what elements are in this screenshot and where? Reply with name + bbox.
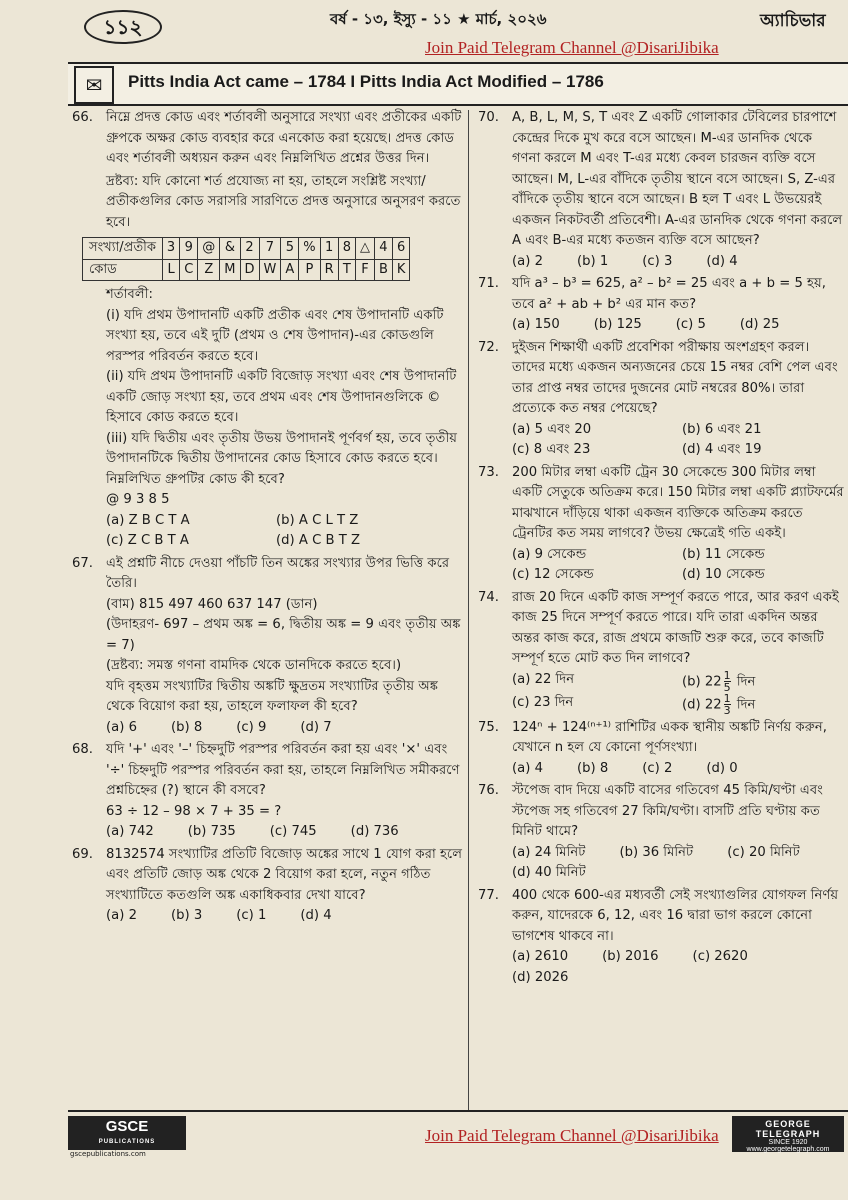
- question-number: 74.: [478, 589, 499, 605]
- symbol-cell: 5: [281, 238, 299, 260]
- option-a: (a) 24 মিনিট: [512, 844, 586, 860]
- condition-2: (ii) যদি প্রথম উপাদানটি একটি বিজোড় সংখ্যা এবং শেষ উপাদানটি একটি জোড় সংখ্যা হয়, তবে প্রথম এবং শেষ উপাদানগুলিকে © হিসাবে কোড করতে হবে।: [106, 369, 457, 425]
- symbol-cell: 1: [320, 238, 338, 260]
- code-table: [82, 237, 410, 281]
- symbols-row-header: সংখ্যা/প্রতীক: [83, 238, 163, 260]
- code-cell: T: [338, 259, 355, 281]
- option-d: (d) 40 মিনিট: [512, 865, 586, 880]
- question-67: [72, 554, 464, 739]
- options: [512, 670, 844, 716]
- column-divider: [468, 110, 469, 1110]
- option-d: (d) 25: [739, 317, 780, 332]
- option-c: (c) 2620: [692, 949, 748, 964]
- question-number: 70.: [478, 110, 499, 125]
- question-73: [478, 463, 844, 586]
- option-b: (b) 3: [170, 908, 203, 923]
- watermark-bottom: Join Paid Telegram Channel @DisariJibika: [425, 1126, 719, 1145]
- options: [512, 420, 844, 461]
- question-number: 66.: [72, 110, 93, 125]
- question-text: দুইজন শিক্ষার্থী একটি প্রবেশিকা পরীক্ষায় অংশগ্রহণ করল। তাদের মধ্যে একজন অন্যজনের চেয়ে 15 নম্বর বেশি পেল এবং তার প্রাপ্ত নম্বর তাদের দুজনের মোট নম্বরের 80%। তারা প্রত্যেকে কত নম্বর পেয়েছে?: [512, 339, 838, 416]
- question-text: যদি a³ – b³ = 625, a² – b² = 25 এবং a + b = 5 হয়, তবে a² + ab + b² এর মান কত?: [512, 276, 826, 312]
- condition-3: (iii) যদি দ্বিতীয় এবং তৃতীয় উভয় উপাদানই পূর্ণবর্গ হয়, তবে তৃতীয় উপাদানটিকে দ্বিতীয় উপাদানের কোড হিসাবে কোড করতে হবে।: [106, 430, 457, 466]
- option-b: [682, 670, 848, 693]
- george-telegraph-logo: [732, 1116, 844, 1152]
- option-a: (a) 4: [512, 760, 543, 776]
- question-note: দ্রষ্টব্য: যদি কোনো শর্ত প্রযোজ্য না হয়, তাহলে সংশ্লিষ্ট সংখ্যা/ প্রতীকগুলির কোড সরাসরি সারণিতে প্রদত্ত অনুসারে অনুসরণ করতে হবে।: [106, 173, 461, 230]
- option-d: (d) 4 এবং 19: [682, 442, 762, 457]
- gsce-logo-text: GSCE: [105, 1118, 149, 1135]
- symbols-row: [83, 238, 410, 260]
- option-a: (a) 9 সেকেন্ড: [512, 546, 587, 562]
- question-number: 69.: [72, 846, 93, 862]
- option-d-unit: দিন: [736, 697, 756, 712]
- symbol-cell: 8: [338, 238, 355, 260]
- symbol-cell: 2: [240, 238, 259, 260]
- option-a: (a) 5 এবং 20: [512, 421, 592, 437]
- question-72: [478, 338, 844, 461]
- question-number: 75.: [478, 719, 499, 735]
- question-text: A, B, L, M, S, T এবং Z একটি গোলাকার টেবিলের চারপাশে কেন্দ্রের দিকে মুখ করে বসে আছেন। M-এর ডানদিক থেকে গণনা করলে M এবং T-এর মধ্যে কেবল চারজন ব্যক্তি বসে আছেন। M, L-এর বাঁদিকে তৃতীয় স্থানে বসে আছেন। S, Z-এর বাঁদিকে তৃতীয় স্থানে বসে আছেন। B হল T এবং L উভয়েরই একজন নিকটবর্তী প্রতিবেশী। A-এর ডানদিক থেকে গণনা করলে A এবং B-এর মধ্যে কতজন ব্যক্তি বসে আছেন?: [512, 110, 843, 248]
- gsce-logo: [68, 1116, 186, 1150]
- symbol-cell: △: [355, 238, 374, 260]
- question-number: 76.: [478, 783, 499, 798]
- question-75: [478, 718, 844, 780]
- options: [512, 545, 844, 586]
- question-66: [72, 108, 464, 552]
- question-74: [478, 588, 844, 716]
- question-number: 68.: [72, 742, 93, 757]
- question-text: এই প্রশ্নটি নীচে দেওয়া পাঁচটি তিন অঙ্কের সংখ্যার উপর ভিত্তি করে তৈরি।: [106, 555, 450, 591]
- left-column: [72, 108, 464, 929]
- question-number: 77.: [478, 887, 499, 903]
- codes-row: [83, 259, 410, 281]
- code-cell: M: [220, 259, 240, 281]
- magazine-name: অ্যাচিভার: [760, 11, 826, 31]
- option-a: (a) Z B C T A: [106, 512, 190, 528]
- question-number: 71.: [478, 276, 499, 291]
- question-71: [478, 274, 844, 336]
- option-b: (b) A C L T Z: [276, 512, 359, 528]
- question-number: 72.: [478, 339, 499, 355]
- question-text: 8132574 সংখ্যাটির প্রতিটি বিজোড় অঙ্কের সাথে 1 যোগ করা হলে এবং প্রতিটি জোড় অঙ্ক থেকে 2 বিয়োগ করা হলে, নতুন গঠিত সংখ্যাটিতে কতগুলি অঙ্ক একাধিকবার দেখা যাবে?: [106, 846, 463, 903]
- options: [106, 511, 464, 552]
- banner-text: Pitts India Act came – 1784 I Pitts India Act Modified – 1786: [128, 72, 604, 91]
- option-d: [682, 693, 848, 716]
- page-number: ১১২: [84, 10, 162, 44]
- options: [512, 252, 844, 273]
- option-b: (b) 8: [576, 760, 609, 776]
- option-b: (b) 735: [187, 824, 236, 839]
- symbol-cell: 7: [259, 238, 281, 260]
- fraction-numerator: 1: [723, 668, 731, 682]
- options: [512, 947, 844, 988]
- number-list: (বাম) 815 497 460 637 147 (ডান): [106, 596, 318, 612]
- option-b-unit: দিন: [736, 674, 756, 689]
- question-text: রাজ 20 দিনে একটি কাজ সম্পূর্ণ করতে পারে, আর করণ একই কাজ 25 দিনে সম্পূর্ণ করতে পারে। যদি তারা একদিন অন্তর অন্তর কাজ করে, রাজ প্রথমে কাজটি শুরু করে, তবে কাজটি সম্পূর্ণ হতে মোট কত দিন লাগবে?: [512, 589, 839, 666]
- option-c: (c) 12 সেকেন্ড: [512, 567, 594, 582]
- option-c: (c) 23 দিন: [512, 694, 574, 710]
- option-c: (c) 20 মিনিট: [727, 844, 800, 860]
- option-c: (c) 745: [269, 824, 317, 839]
- codes-row-header: কোড: [83, 259, 163, 281]
- option-b: (b) 1: [576, 253, 609, 269]
- option-d: (d) 2026: [512, 969, 569, 985]
- question-prompt: যদি বৃহত্তম সংখ্যাটির দ্বিতীয় অঙ্কটি ক্ষুদ্রতম সংখ্যাটির তৃতীয় অঙ্ক থেকে বিয়োগ করা হয়, তাহলে ফলাফল কী হবে?: [106, 678, 439, 714]
- option-c: (c) 1: [236, 908, 267, 923]
- george-telegraph-url: www.georgetelegraph.com: [746, 1146, 830, 1153]
- newspaper-reader-icon: ✉: [74, 66, 114, 104]
- fraction-denominator: 3: [723, 703, 731, 717]
- option-c: (c) 5: [675, 317, 706, 332]
- option-b-whole: (b) 22: [682, 674, 722, 689]
- symbol-cell: 9: [180, 238, 198, 260]
- george-telegraph-name: GEORGE TELEGRAPH: [755, 1119, 821, 1139]
- option-b: (b) 6 এবং 21: [682, 421, 762, 437]
- code-cell: B: [374, 259, 392, 281]
- watermark-top: Join Paid Telegram Channel @DisariJibika: [425, 38, 719, 57]
- example-text: (উদাহরণ- 697 – প্রথম অঙ্ক = 6, দ্বিতীয় অঙ্ক = 9 এবং তৃতীয় অঙ্ক = 7): [106, 617, 461, 653]
- question-number: 73.: [478, 464, 499, 480]
- option-b: (b) 2016: [602, 949, 659, 964]
- question-text: যদি '+' এবং '–' চিহ্নদুটি পরস্পর পরিবর্তন করা হয় এবং '×' এবং '÷' চিহ্নদুটি পরস্পর পরিবর্তন করা হয়, তাহলে নিম্নলিখিত সমীকরণে প্রশ্নচিহ্নের (?) স্থানে কী বসবে?: [106, 742, 460, 798]
- options: [512, 843, 844, 884]
- options: [106, 718, 464, 739]
- question-77: [478, 886, 844, 989]
- option-a: (a) 22 দিন: [512, 671, 575, 687]
- option-d: (d) 0: [706, 760, 738, 776]
- symbol-cell: 4: [374, 238, 392, 260]
- option-a: (a) 150: [512, 317, 560, 332]
- code-cell: C: [180, 259, 198, 281]
- question-text: স্টপেজ বাদ দিয়ে একটি বাসের গতিবেগ 45 কিমি/ঘণ্টা এবং স্টপেজ সহ গতিবেগ 27 কিমি/ঘণ্টা। বাসটি প্রতি ঘণ্টায় কত মিনিট থামে?: [512, 783, 823, 839]
- option-c: (c) Z C B T A: [106, 533, 189, 548]
- code-cell: P: [299, 259, 320, 281]
- fraction-denominator: 5: [723, 680, 731, 694]
- option-c: (c) 8 এবং 23: [512, 442, 591, 457]
- options: [106, 906, 464, 927]
- option-c: (c) 3: [642, 253, 673, 269]
- question-text: নিম্নে প্রদত্ত কোড এবং শর্তাবলী অনুসারে সংখ্যা এবং প্রতীকের একটি গ্রুপকে অক্ষর কোড ব্যবহার করে এনকোড করা হয়েছে। প্রদত্ত কোড এবং শর্তাবলী অধ্যয়ন করুন এবং নিম্নলিখিত প্রশ্নের উত্তর দিন।: [106, 110, 462, 166]
- equation: 63 ÷ 12 – 98 × 7 + 35 = ?: [106, 803, 282, 819]
- symbol-cell: &: [220, 238, 240, 260]
- option-d-fraction: [724, 693, 731, 716]
- fact-banner: [68, 62, 848, 106]
- option-b-fraction: [724, 670, 731, 693]
- symbol-cell: @: [198, 238, 220, 260]
- symbol-cell: 6: [392, 238, 410, 260]
- option-c: (c) 9: [236, 719, 267, 735]
- symbol-cell: %: [299, 238, 320, 260]
- option-b: (b) 36 মিনিট: [619, 844, 694, 860]
- option-d: (d) 10 সেকেন্ড: [682, 567, 765, 582]
- code-group: @ 9 3 8 5: [106, 492, 170, 507]
- question-68: [72, 740, 464, 843]
- code-cell: A: [281, 259, 299, 281]
- option-a: (a) 2: [106, 908, 137, 923]
- question-70: [478, 108, 844, 272]
- issue-info: বর্ষ - ১৩, ইস্যু - ১১ ★ মার্চ, ২০২৬: [330, 10, 547, 28]
- question-text: 400 থেকে 600-এর মধ্যবর্তী সেই সংখ্যাগুলির যোগফল নির্ণয় করুন, যাদেরকে 6, 12, এবং 16 দ্বারা ভাগ করলে কোনো ভাগশেষ থাকবে না।: [512, 887, 839, 944]
- question-text: 124ⁿ + 124⁽ⁿ⁺¹⁾ রাশিটির একক স্থানীয় অঙ্কটি নির্ণয় করুন, যেখানে n হল যে কোনো পূর্ণসংখ্যা।: [512, 719, 827, 755]
- option-d: (d) 4: [706, 253, 738, 269]
- condition-1: (i) যদি প্রথম উপাদানটি একটি প্রতীক এবং শেষ উপাদানটি একটি সংখ্যা হয়, তবে এই দুটি (প্রথম ও শেষ উপাদান)-এর কোডগুলি পরস্পর পরিবর্তন করতে হবে।: [106, 307, 444, 364]
- fraction-numerator: 1: [723, 691, 731, 705]
- question-number: 67.: [72, 555, 93, 571]
- question-text: 200 মিটার লম্বা একটি ট্রেন 30 সেকেন্ডে 300 মিটার লম্বা একটি সেতুকে অতিক্রম করে। 150 মিটার লম্বা একটি প্ল্যাটফর্মের মাঝখানে দাঁড়িয়ে থাকা একজন ব্যক্তিকে অতিক্রম করতে ট্রেনটির কত সময় লাগবে? উভয় ক্ষেত্রেই গতি একই।: [512, 464, 844, 541]
- options: [512, 759, 844, 780]
- symbol-cell: 3: [162, 238, 179, 260]
- option-d: (d) 7: [300, 719, 332, 735]
- option-d: (d) A C B T Z: [276, 533, 360, 548]
- code-cell: F: [355, 259, 374, 281]
- option-a: (a) 2: [512, 253, 543, 269]
- option-d: (d) 4: [300, 908, 332, 923]
- code-cell: K: [392, 259, 410, 281]
- code-cell: W: [259, 259, 281, 281]
- option-c: (c) 2: [642, 760, 673, 776]
- gsce-logo-subtitle: PUBLICATIONS: [98, 1139, 156, 1145]
- question-prompt: নিম্নলিখিত গ্রুপটির কোড কী হবে?: [106, 471, 285, 487]
- george-telegraph-since: SINCE 1920: [768, 1139, 808, 1146]
- option-a: (a) 2610: [512, 949, 569, 964]
- option-a: (a) 6: [106, 719, 137, 735]
- conditions-title: শর্তাবলী:: [106, 287, 153, 302]
- right-column: [478, 108, 844, 990]
- question-note: (দ্রষ্টব্য: সমস্ত গণনা বামদিক থেকে ডানদিকে করতে হবে।): [106, 658, 402, 673]
- question-76: [478, 781, 844, 884]
- gsce-url: gscepublications.com: [70, 1150, 146, 1158]
- code-cell: Z: [198, 259, 220, 281]
- options: [106, 822, 464, 843]
- option-a: (a) 742: [106, 824, 154, 839]
- code-cell: D: [240, 259, 259, 281]
- option-b: (b) 125: [593, 317, 642, 332]
- page-header: [0, 0, 848, 48]
- option-d: (d) 736: [350, 824, 399, 839]
- option-b: (b) 11 সেকেন্ড: [682, 546, 765, 562]
- code-cell: L: [162, 259, 179, 281]
- question-69: [72, 845, 464, 927]
- options: [512, 315, 844, 336]
- option-b: (b) 8: [170, 719, 203, 735]
- option-d-whole: (d) 22: [682, 697, 722, 712]
- code-cell: R: [320, 259, 338, 281]
